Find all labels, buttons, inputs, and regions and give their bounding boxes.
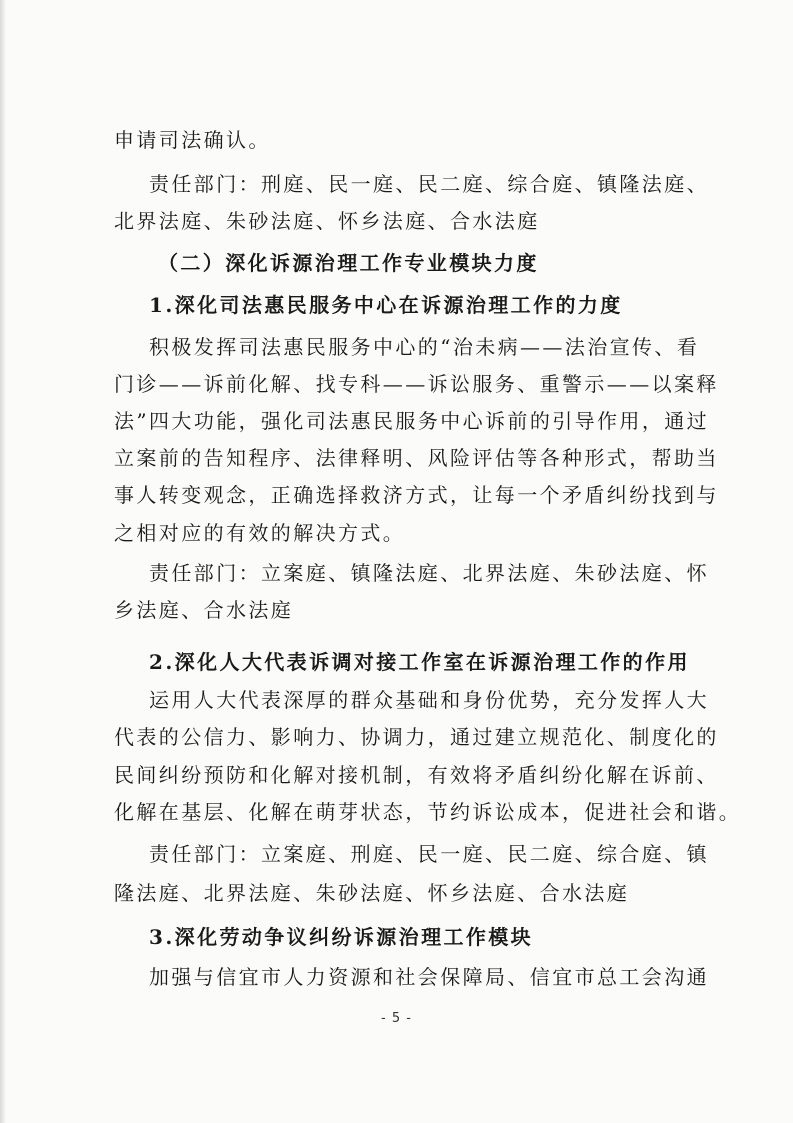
responsibility-line: 乡法庭、合水法庭 xyxy=(114,598,294,622)
paragraph-line: 门诊——诉前化解、找专科——诉讼服务、重警示——以案释 xyxy=(114,372,719,396)
paragraph-line: 加强与信宜市人力资源和社会保障局、信宜市总工会沟通 xyxy=(149,965,709,989)
responsibility-line: 责任部门：立案庭、刑庭、民一庭、民二庭、综合庭、镇 xyxy=(149,842,709,866)
responsibility-line: 隆法庭、北界法庭、朱砂法庭、怀乡法庭、合水法庭 xyxy=(114,881,630,905)
paragraph-line: 之相对应的有效的解决方式。 xyxy=(114,521,406,545)
subsection-heading: 3.深化劳动争议纠纷诉源治理工作模块 xyxy=(149,925,534,949)
paragraph-line: 运用人大代表深厚的群众基础和身份优势，充分发挥人大 xyxy=(149,688,709,712)
paragraph-line: 代表的公信力、影响力、协调力，通过建立规范化、制度化的 xyxy=(114,725,719,749)
page-number: - 5 - xyxy=(381,1011,412,1026)
subsection-heading: 1.深化司法惠民服务中心在诉源治理工作的力度 xyxy=(149,293,623,317)
responsibility-line: 北界法庭、朱砂法庭、怀乡法庭、合水法庭 xyxy=(114,209,540,233)
paragraph-line: 民间纠纷预防和化解对接机制，有效将矛盾纠纷化解在诉前、 xyxy=(114,763,719,787)
paragraph-line: 法”四大功能，强化司法惠民服务中心诉前的引导作用，通过 xyxy=(114,409,710,433)
paragraph-line: 化解在基层、化解在萌芽状态，节约诉讼成本，促进社会和谐。 xyxy=(114,800,742,824)
paragraph-line: 事人转变观念，正确选择救济方式，让每一个矛盾纠纷找到与 xyxy=(114,483,719,507)
paragraph-line: 积极发挥司法惠民服务中心的“治未病——法治宣传、看 xyxy=(149,335,700,359)
paragraph-line: 申请司法确认。 xyxy=(114,128,271,152)
section-heading: （二）深化诉源治理工作专业模块力度 xyxy=(158,251,539,275)
subsection-heading: 2.深化人大代表诉调对接工作室在诉源治理工作的作用 xyxy=(149,650,690,674)
responsibility-line: 责任部门：立案庭、镇隆法庭、北界法庭、朱砂法庭、怀 xyxy=(149,561,709,585)
scan-edge xyxy=(0,0,6,1123)
responsibility-line: 责任部门：刑庭、民一庭、民二庭、综合庭、镇隆法庭、 xyxy=(149,172,709,196)
paragraph-line: 立案前的告知程序、法律释明、风险评估等各种形式，帮助当 xyxy=(114,446,719,470)
